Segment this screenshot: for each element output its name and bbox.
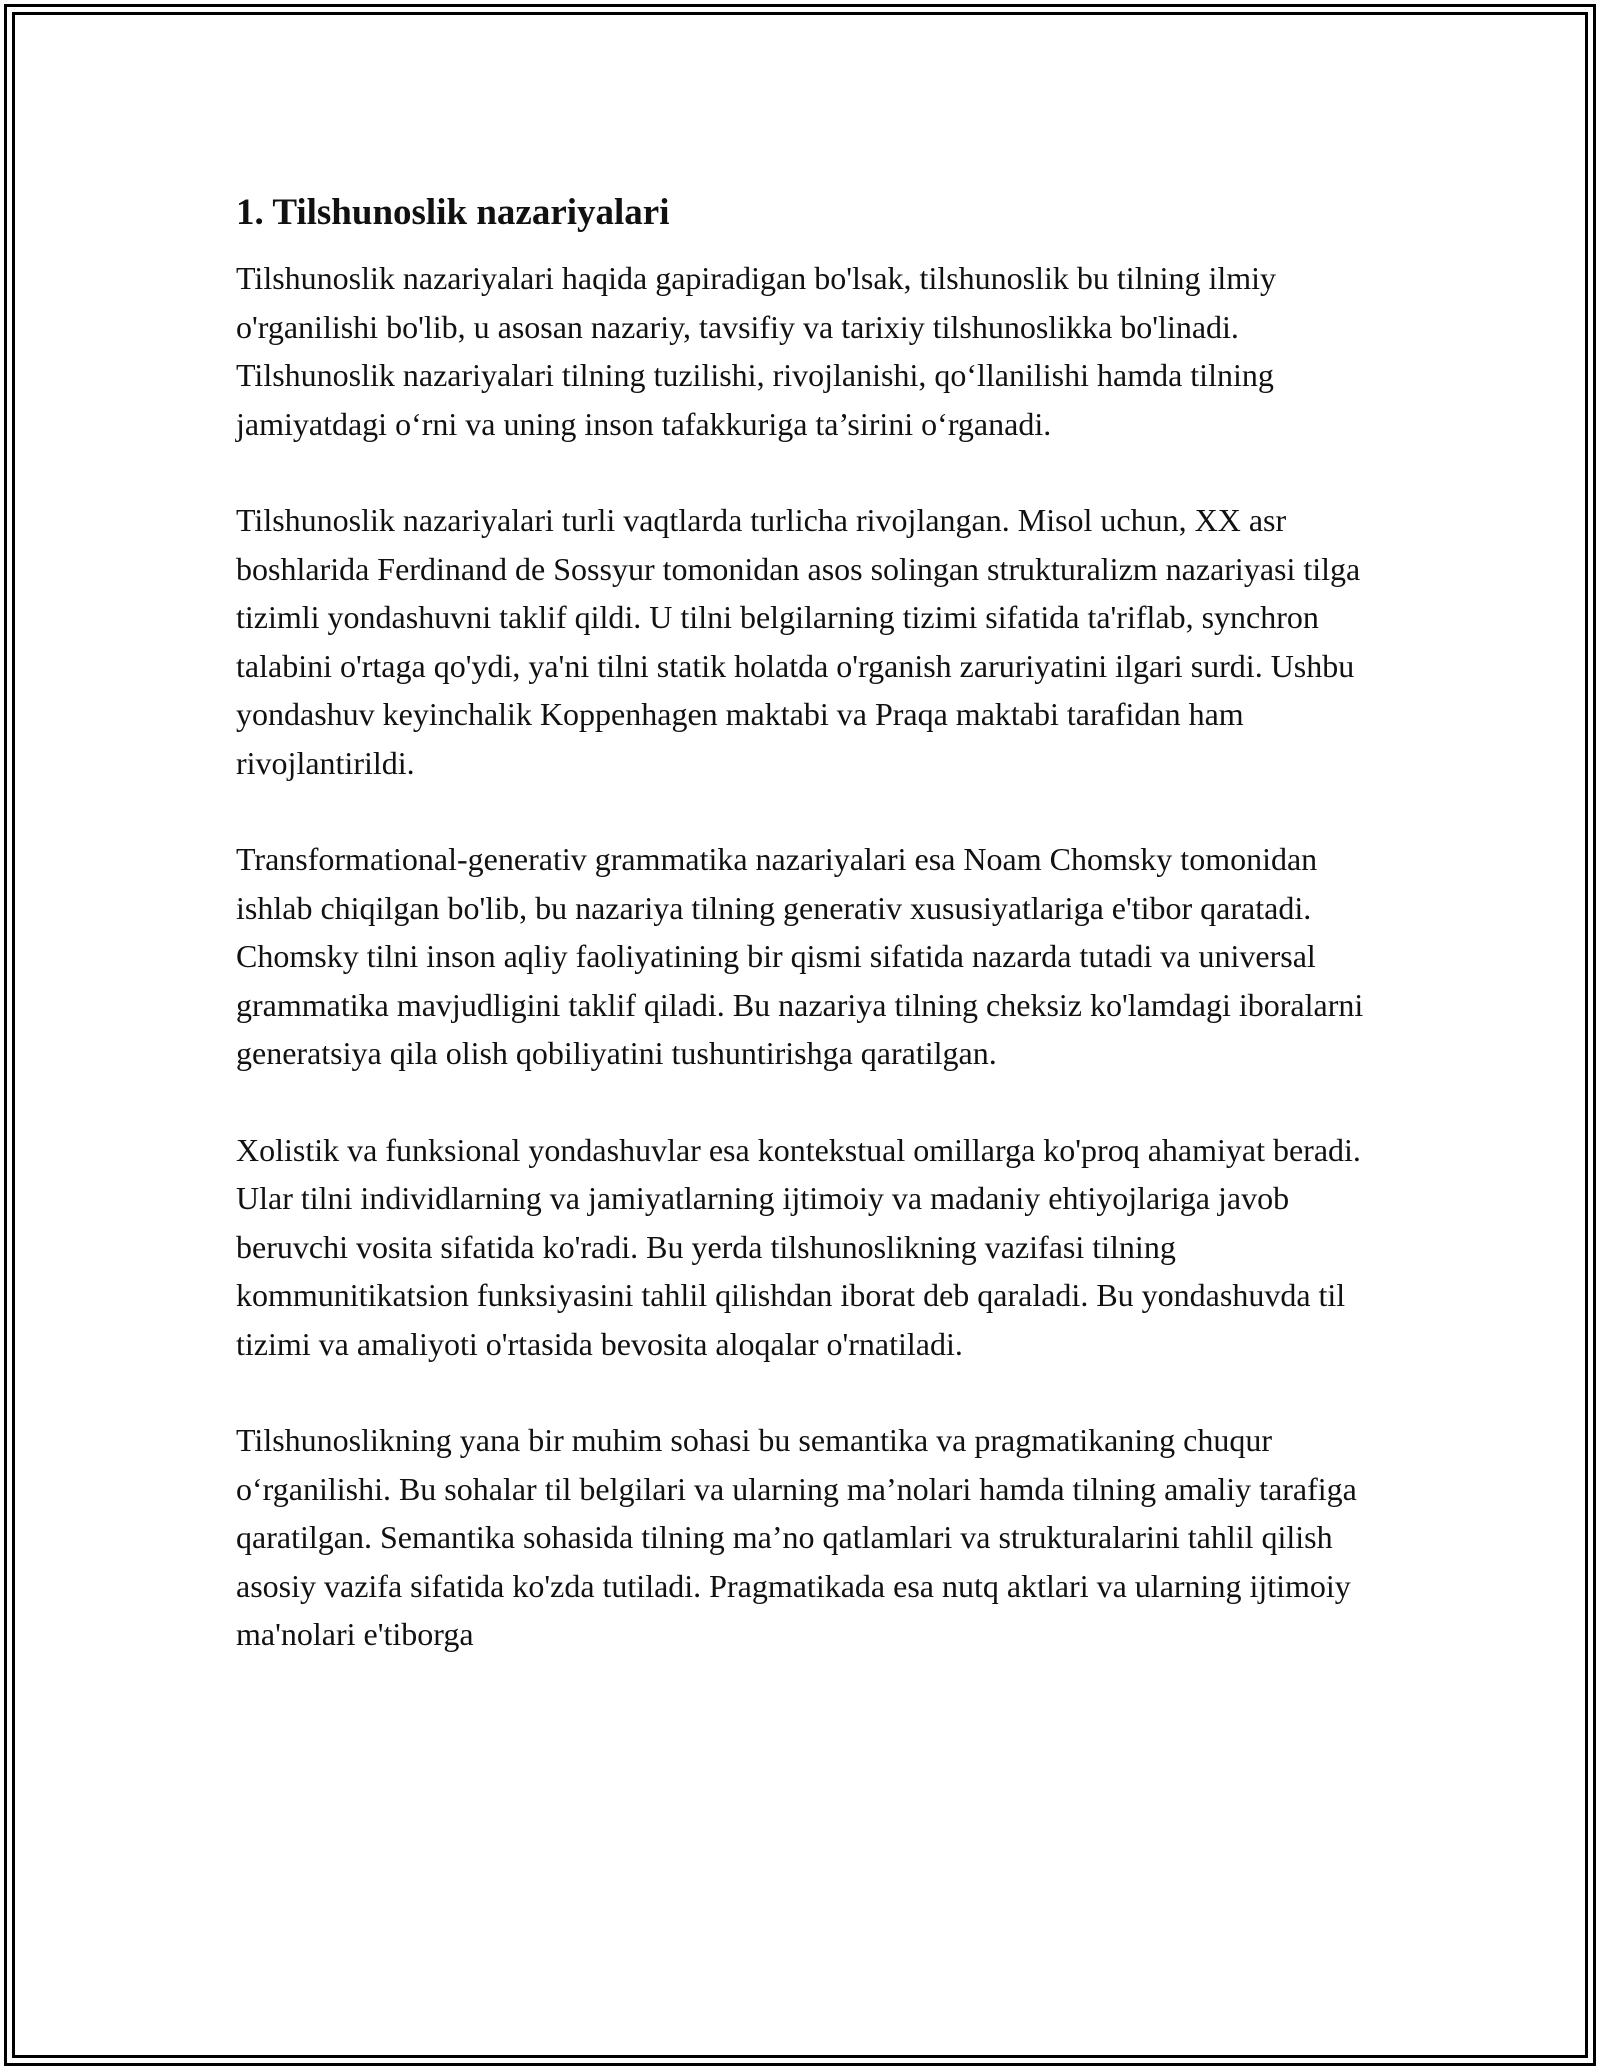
section-heading: 1. Tilshunoslik nazariyalari (236, 192, 670, 233)
paragraph-1: Tilshunoslik nazariyalari haqida gapiradigan bo'lsak, tilshunoslik bu tilning ilmiy o'rganilishi bo'lib, u asosan nazariy, tavsifiy va tarixiy tilshunoslikka bo'linadi. Tilshunoslik nazariyalari tilning tuzilishi, rivojlanishi, qo‘llanilishi hamda tilning jamiyatdagi o‘rni va uning inson tafakkuriga ta’sirini o‘rganadi. (236, 260, 1277, 442)
paragraph-3: Transformational-generativ grammatika nazariyalari esa Noam Chomsky tomonidan ishlab chiqilgan bo'lib, bu nazariya tilning generativ xususiyatlariga e'tibor qaratadi. Chomsky tilni inson aqliy faoliyatining bir qismi sifatida nazarda tutadi va universal grammatika mavjudligini taklif qiladi. Bu nazariya tilning cheksiz ko'lamdagi iboralarni generatsiya qila olish qobiliyatini tushuntirishga qaratilgan. (236, 841, 1364, 1071)
paragraph-2: Tilshunoslik nazariyalari turli vaqtlarda turlicha rivojlangan. Misol uchun, XX asr boshlarida Ferdinand de Sossyur tomonidan asos solingan strukturalizm nazariyasi tilga tizimli yondashuvni taklif qildi. U tilni belgilarning tizimi sifatida ta'riflab, synchron talabini o'rtaga qo'ydi, ya'ni tilni statik holatda o'rganish zaruriyatini ilgari surdi. Ushbu yondashuv keyinchalik Koppenhagen maktabi va Praqa maktabi tarafidan ham rivojlantirildi. (236, 502, 1361, 781)
paragraph-4: Xolistik va funksional yondashuvlar esa kontekstual omillarga ko'proq ahamiyat beradi. Ular tilni individlarning va jamiyatlarning ijtimoiy va madaniy ehtiyojlariga javob beruvchi vosita sifatida ko'radi. Bu yerda tilshunoslikning vazifasi tilning kommunitikatsion funksiyasini tahlil qilishdan iborat deb qaraladi. Bu yondashuvda til tizimi va amaliyoti o'rtasida bevosita aloqalar o'rnatiladi. (236, 1131, 1361, 1362)
document-body (236, 186, 1396, 1707)
paragraph-5: Tilshunoslikning yana bir muhim sohasi bu semantika va pragmatikaning chuqur o‘rganilishi. Bu sohalar til belgilari va ularning ma’nolari hamda tilning amaliy tarafiga qaratilgan. Semantika sohasida tilning ma’no qatlamlari va strukturalarini tahlil qilish asosiy vazifa sifatida ko'zda tutiladi. Pragmatikada esa nutq aktlari va ularning ijtimoiy ma'nolari e'tiborga (236, 1422, 1357, 1652)
